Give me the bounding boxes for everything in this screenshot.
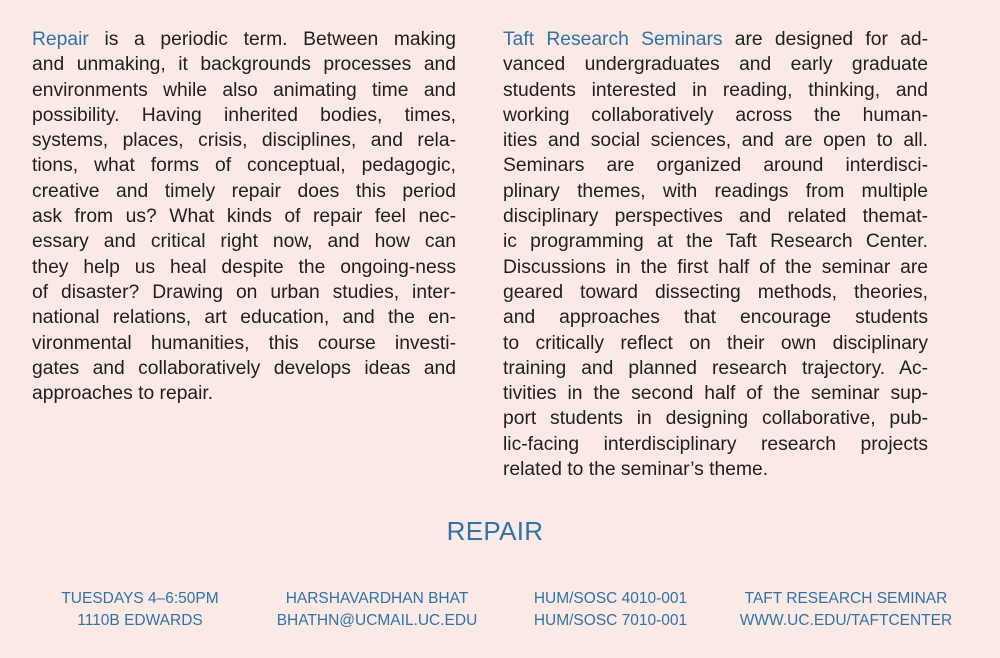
- course-description-line: of disaster? Drawing on urban studies, inter-: [32, 281, 456, 303]
- course-code-undergrad: HUM/SOSC 4010-001: [533, 590, 688, 607]
- seminar-description-line: vanced undergraduates and early graduate: [503, 54, 928, 76]
- course-description-line: systems, places, crisis, disciplines, and rela-: [32, 130, 456, 152]
- course-description-line-1: Repair is a periodic term. Between making: [32, 29, 456, 50]
- course-description-line: tions, what forms of conceptual, pedagogic,: [32, 155, 456, 177]
- seminar-description-line: port students in designing collaborative, pub-: [503, 408, 928, 430]
- course-description-line: approaches to repair.: [32, 383, 214, 405]
- schedule-info: [40, 588, 240, 632]
- course-description-line: they help us heal despite the ongoing-ness: [32, 256, 456, 278]
- seminar-description-line: tivities in the second half of the seminar sup-: [503, 383, 928, 405]
- seminar-description-line: to critically reflect on their own disciplinary: [503, 332, 928, 354]
- seminar-description: [503, 27, 928, 482]
- course-code-grad: HUM/SOSC 7010-001: [533, 612, 688, 629]
- seminar-description-line: disciplinary perspectives and related themat-: [503, 206, 928, 228]
- course-description-line: national relations, art education, and the en-: [32, 307, 456, 329]
- course-description-line: gates and collaboratively develops ideas and: [32, 357, 456, 379]
- course-description-line: environments while also animating time and: [32, 79, 456, 101]
- seminar-description-line-1: Taft Research Seminars are designed for ad-: [503, 29, 929, 50]
- seminar-description-line: training and planned research trajectory. Ac-: [503, 357, 928, 379]
- course-description-line: possibility. Having inherited bodies, times,: [32, 104, 456, 126]
- course-description-line: and unmaking, it backgrounds processes and: [32, 54, 456, 76]
- seminar-description-line: working collaboratively across the human-: [503, 104, 928, 126]
- course-description-line: essary and critical right now, and how can: [32, 231, 456, 253]
- course-codes: [508, 588, 713, 632]
- course-title: REPAIR: [446, 516, 544, 546]
- seminar-description-line: related to the seminar’s theme.: [503, 459, 769, 481]
- seminar-description-line: students interested in reading, thinking, and: [503, 79, 928, 101]
- seminar-description-line: Seminars are organized around interdisci-: [503, 155, 928, 177]
- course-description: [32, 27, 456, 406]
- schedule-room: 1110B EDWARDS: [77, 612, 203, 629]
- seminar-description-line: ities and social sciences, and are open to all.: [503, 130, 928, 152]
- course-description-line: creative and timely repair does this period: [32, 180, 456, 202]
- course-description-line: ask from us? What kinds of repair feel nec-: [32, 206, 456, 228]
- repair-lead-term: Repair: [32, 29, 89, 50]
- program-name: TAFT RESEARCH SEMINAR: [744, 590, 948, 607]
- seminar-description-line: geared toward dissecting methods, theories,: [503, 281, 928, 303]
- seminar-description-line: ic programming at the Taft Research Center.: [503, 231, 928, 253]
- seminar-description-line: plinary themes, with readings from multiple: [503, 180, 928, 202]
- instructor-email: BHATHN@UCMAIL.UC.EDU: [276, 612, 478, 629]
- seminar-description-line: and approaches that encourage students: [503, 307, 928, 329]
- taft-seminars-lead-term: Taft Research Seminars: [503, 29, 723, 50]
- course-description-line: vironmental humanities, this course investi-: [32, 332, 456, 354]
- schedule-time: TUESDAYS 4–6:50PM: [61, 590, 219, 607]
- seminar-description-line: lic-facing interdisciplinary research projects: [503, 433, 928, 455]
- instructor-name: HARSHAVARDHAN BHAT: [285, 590, 469, 607]
- program-info: [722, 588, 970, 632]
- instructor-info: [262, 588, 492, 632]
- seminar-description-line: Discussions in the first half of the seminar are: [503, 256, 928, 278]
- program-website: WWW.UC.EDU/TAFTCENTER: [739, 612, 953, 629]
